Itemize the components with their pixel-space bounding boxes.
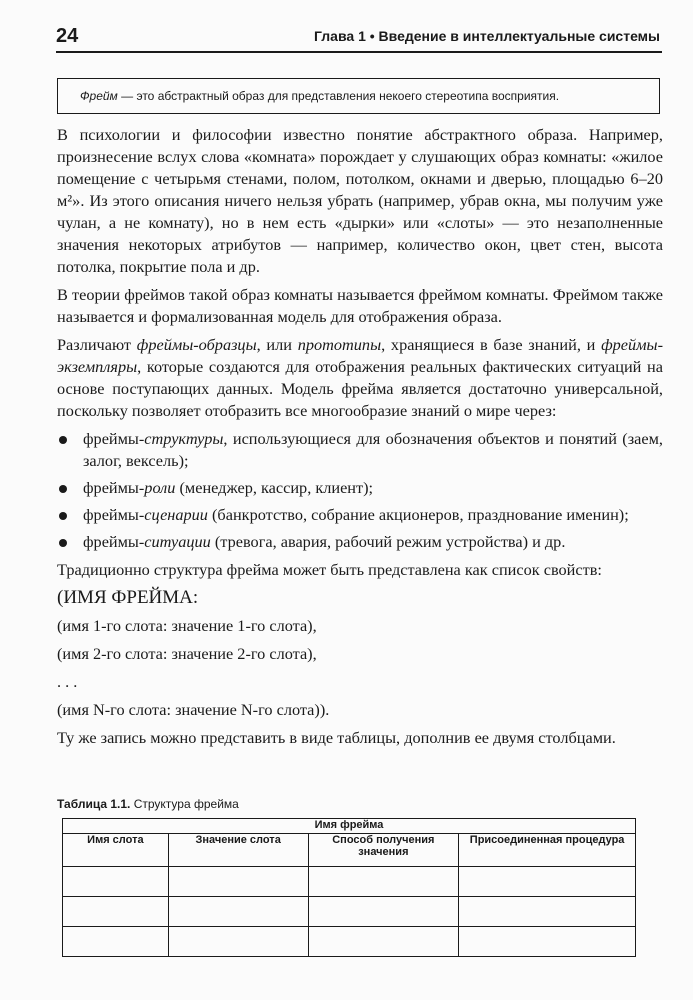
table-cell — [308, 867, 459, 897]
column-header: Присоединенная процедура — [459, 834, 636, 867]
paragraph-5: Ту же запись можно представить в виде таблицы, дополнив ее двумя столбцами. — [57, 728, 616, 747]
p3-text: Различают — [57, 335, 137, 354]
table-cell — [459, 897, 636, 927]
table-columns-row — [63, 834, 636, 867]
bullet-prefix: фреймы- — [83, 505, 145, 524]
definition-rest: — это абстрактный образ для представления некоего стереотипа восприятия. — [117, 89, 560, 103]
table-row — [63, 927, 636, 957]
p3-text: , или — [256, 335, 298, 354]
slot-line-n: (имя N-го слота: значение N-го слота)). — [57, 700, 330, 719]
bullet-prefix: фреймы- — [83, 429, 145, 448]
table-row — [63, 867, 636, 897]
table-cell — [168, 867, 308, 897]
slot-line-1: (имя 1-го слота: значение 1-го слота), — [57, 616, 317, 635]
list-item — [57, 477, 663, 499]
p3-text: , которые создаются для отображения реальных фактических ситуаций на основе поступающих данных. Модель фрейма является достаточно универсальной, поскольку позволяет отобразить все многообразие знаний о мире через: — [57, 357, 663, 420]
bullet-prefix: фреймы- — [83, 532, 145, 551]
definition-text — [80, 89, 559, 103]
list-item — [57, 504, 663, 526]
column-header: Имя слота — [63, 834, 169, 867]
list-item — [57, 531, 663, 553]
frame-types-list — [57, 428, 663, 553]
table-cell — [63, 897, 169, 927]
table-cell — [459, 867, 636, 897]
bullet-rest: (тревога, авария, рабочий режим устройства) и др. — [210, 532, 566, 551]
table-header-row — [63, 819, 636, 834]
table-row — [63, 897, 636, 927]
slot-line-2: (имя 2-го слота: значение 2-го слота), — [57, 644, 317, 663]
paragraph-3 — [57, 334, 663, 422]
bullet-prefix: фреймы- — [83, 478, 145, 497]
table-cell — [459, 927, 636, 957]
bullet-rest: (менеджер, кассир, клиент); — [175, 478, 374, 497]
body-text — [57, 124, 663, 755]
table-cell — [168, 927, 308, 957]
list-item — [57, 428, 663, 472]
table-cell — [308, 927, 459, 957]
definition-box — [57, 78, 660, 114]
column-header: Способ получения значения — [308, 834, 459, 867]
frame-name-header: Имя фрейма — [63, 819, 636, 834]
term-frame-samples: фреймы-образцы — [136, 335, 257, 354]
bullet-rest: , использующиеся для обозначения объектов и понятий (заем, залог, вексель); — [83, 429, 663, 470]
p3-text: , хранящиеся в базе знаний, и — [381, 335, 602, 354]
ellipsis-line: . . . — [57, 672, 78, 691]
chapter-title: Глава 1 • Введение в интеллектуальные системы — [314, 28, 660, 44]
bullet-term: роли — [144, 478, 176, 497]
paragraph-2: В теории фреймов такой образ комнаты называется фреймом комнаты. Фреймом также называется и формализованная модель для отображения образа. — [57, 285, 663, 326]
bullet-rest: (банкротство, собрание акционеров, празднование именин); — [207, 505, 629, 524]
definition-term: Фрейм — [80, 89, 118, 103]
page-header — [56, 23, 662, 53]
paragraph-1: В психологии и философии известно понятие абстрактного образа. Например, произнесение вслух слова «комната» порождает у слушающих образ комнаты: «жилое помещение с четырьмя стенами, полом, потолком, окнами и дверью, площадью 6–20 м²». Из этого описания ничего нельзя убрать (например, убрав окна, мы получим уже чулан, а не комнату), но в нем есть «дырки» или «слоты» — это незаполненные значения некоторых атрибутов — например, количество окон, цвет стен, высота потолка, покрытие пола и др. — [57, 125, 663, 276]
table-cell — [168, 897, 308, 927]
paragraph-4: Традиционно структура фрейма может быть представлена как список свойств: — [57, 560, 602, 579]
frame-notation — [57, 587, 663, 721]
table-caption-text: Структура фрейма — [130, 797, 239, 811]
table-cell — [63, 867, 169, 897]
table-caption-label: Таблица 1.1. — [57, 797, 131, 811]
frame-name-line: (ИМЯ ФРЕЙМА: — [57, 587, 199, 608]
term-prototypes: прототипы — [297, 335, 382, 354]
bullet-term: ситуации — [144, 532, 211, 551]
page-number: 24 — [56, 25, 79, 47]
table-caption — [57, 797, 239, 811]
column-header: Значение слота — [168, 834, 308, 867]
frame-structure-table — [62, 818, 636, 957]
table-cell — [308, 897, 459, 927]
bullet-term: структуры — [144, 429, 224, 448]
bullet-term: сценарии — [144, 505, 208, 524]
table-cell — [63, 927, 169, 957]
term-frame-instances: фреймы-экземпляры — [57, 335, 663, 376]
